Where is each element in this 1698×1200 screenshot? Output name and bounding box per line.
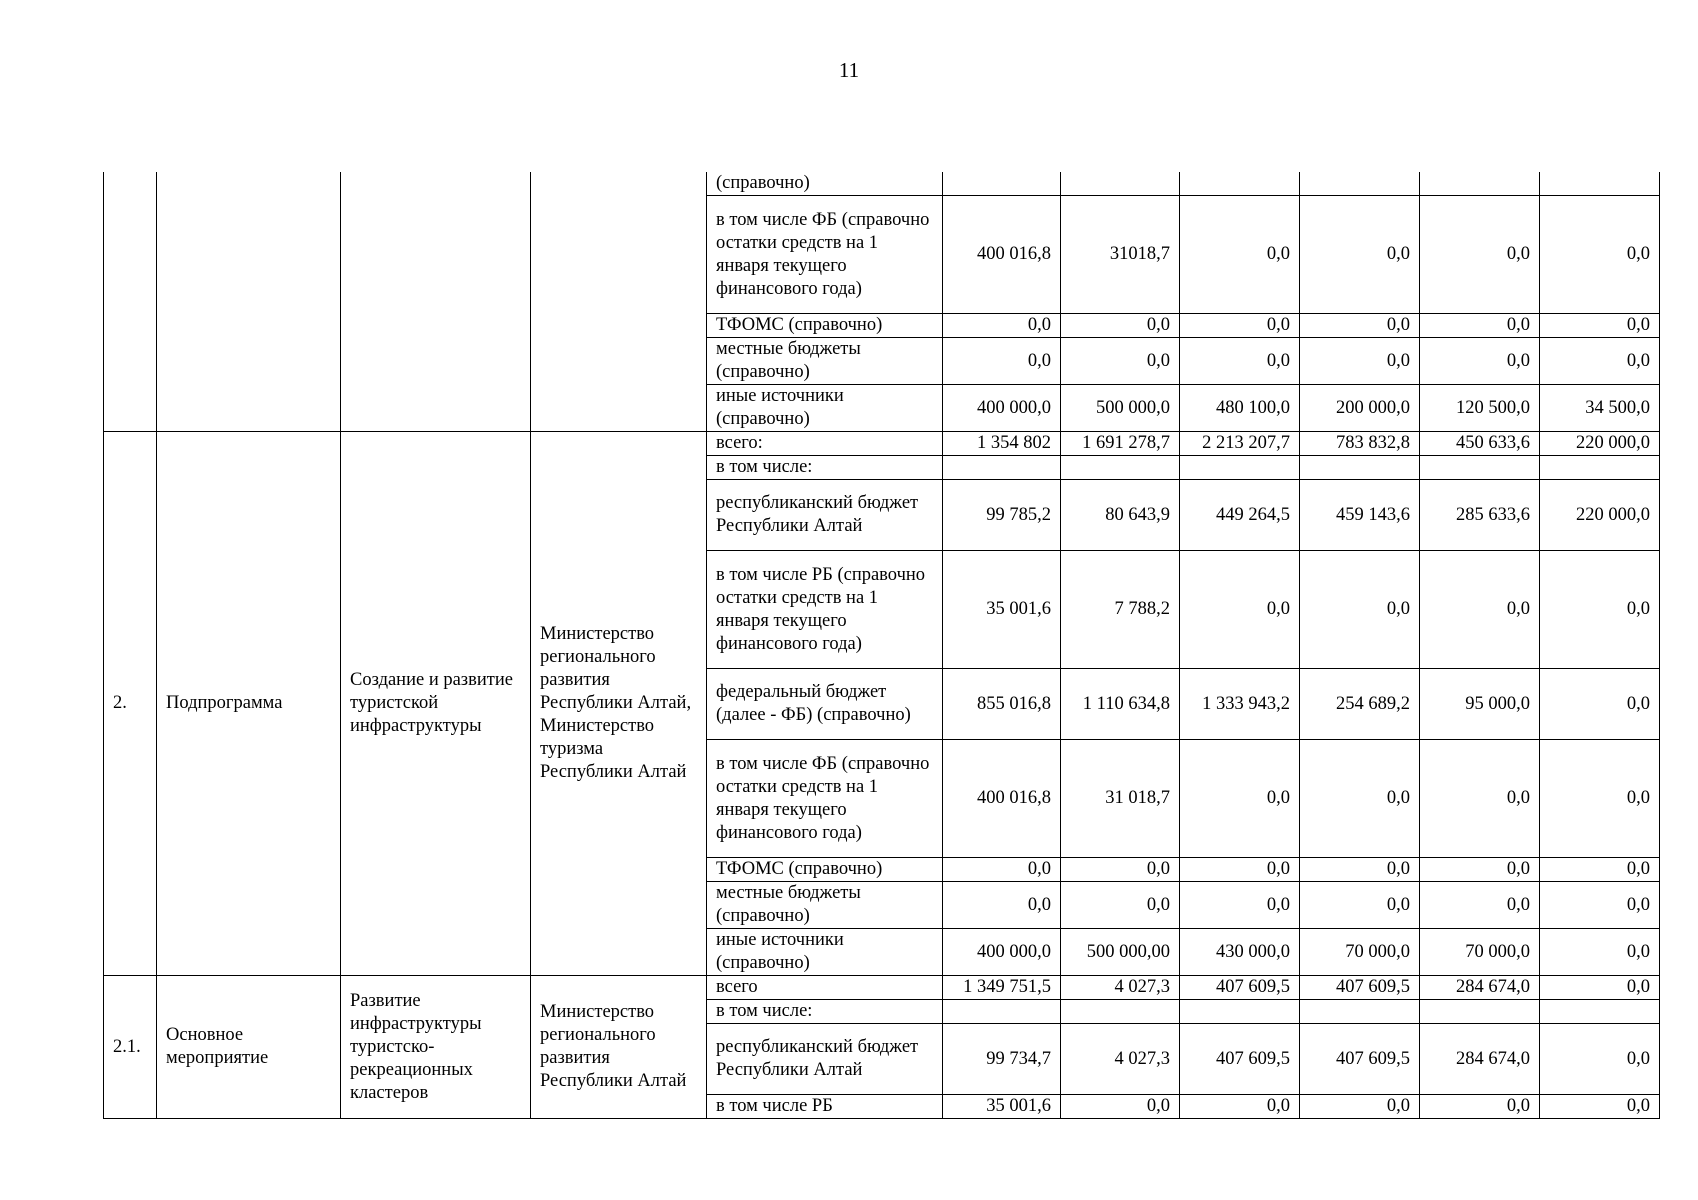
- value-cell: [1540, 172, 1660, 196]
- value-cell: 0,0: [1300, 882, 1420, 929]
- funding-source-cell: местные бюджеты (справочно): [707, 338, 943, 385]
- value-cell: 400 000,0: [943, 385, 1061, 432]
- value-cell: [943, 456, 1061, 480]
- value-cell: 0,0: [1540, 740, 1660, 858]
- funding-source-cell: всего:: [707, 432, 943, 456]
- value-cell: 31 018,7: [1061, 740, 1180, 858]
- value-cell: [1180, 172, 1300, 196]
- budget-table: [103, 172, 1660, 1119]
- value-cell: 0,0: [1420, 551, 1540, 669]
- funding-source-cell: иные источники (справочно): [707, 929, 943, 976]
- value-cell: [1540, 1000, 1660, 1024]
- executor-cell: Министерство регионального развития Республики Алтай, Министерство туризма Республики Алтай: [531, 432, 707, 976]
- table-row: [104, 976, 1660, 1000]
- value-cell: 34 500,0: [1540, 385, 1660, 432]
- value-cell: 99 785,2: [943, 480, 1061, 551]
- value-cell: 0,0: [943, 882, 1061, 929]
- row-type-cell: Подпрограмма: [157, 432, 341, 976]
- value-cell: 220 000,0: [1540, 432, 1660, 456]
- funding-source-cell: федеральный бюджет (далее - ФБ) (справочно): [707, 669, 943, 740]
- value-cell: 0,0: [1061, 882, 1180, 929]
- value-cell: [1420, 456, 1540, 480]
- row-number-cell: 2.1.: [104, 976, 157, 1119]
- program-name-cell: [341, 172, 531, 432]
- value-cell: 0,0: [1540, 976, 1660, 1000]
- value-cell: 407 609,5: [1180, 976, 1300, 1000]
- value-cell: 783 832,8: [1300, 432, 1420, 456]
- value-cell: 2 213 207,7: [1180, 432, 1300, 456]
- value-cell: 0,0: [1420, 882, 1540, 929]
- value-cell: [1300, 1000, 1420, 1024]
- funding-source-cell: иные источники (справочно): [707, 385, 943, 432]
- value-cell: 99 734,7: [943, 1024, 1061, 1095]
- value-cell: [1300, 172, 1420, 196]
- funding-source-cell: в том числе:: [707, 456, 943, 480]
- value-cell: 0,0: [1420, 740, 1540, 858]
- program-name-cell: Создание и развитие туристской инфраструктуры: [341, 432, 531, 976]
- value-cell: [1420, 1000, 1540, 1024]
- value-cell: 35 001,6: [943, 1095, 1061, 1119]
- value-cell: 284 674,0: [1420, 976, 1540, 1000]
- program-name-cell: Развитие инфраструктуры туристско-рекреационных кластеров: [341, 976, 531, 1119]
- value-cell: 0,0: [1300, 338, 1420, 385]
- value-cell: 0,0: [1540, 551, 1660, 669]
- value-cell: [1540, 456, 1660, 480]
- funding-source-cell: в том числе ФБ (справочно остатки средств на 1 января текущего финансового года): [707, 196, 943, 314]
- value-cell: 0,0: [1180, 314, 1300, 338]
- row-number-cell: [104, 172, 157, 432]
- value-cell: [1180, 1000, 1300, 1024]
- value-cell: 120 500,0: [1420, 385, 1540, 432]
- funding-source-cell: в том числе РБ: [707, 1095, 943, 1119]
- value-cell: 0,0: [1180, 1095, 1300, 1119]
- value-cell: 0,0: [1300, 1095, 1420, 1119]
- row-type-cell: [157, 172, 341, 432]
- value-cell: 0,0: [943, 314, 1061, 338]
- value-cell: 0,0: [943, 858, 1061, 882]
- value-cell: 0,0: [1420, 1095, 1540, 1119]
- value-cell: [943, 172, 1061, 196]
- value-cell: 0,0: [1061, 858, 1180, 882]
- value-cell: [1180, 456, 1300, 480]
- value-cell: 254 689,2: [1300, 669, 1420, 740]
- value-cell: 1 333 943,2: [1180, 669, 1300, 740]
- value-cell: 70 000,0: [1420, 929, 1540, 976]
- value-cell: 407 609,5: [1300, 1024, 1420, 1095]
- value-cell: 0,0: [1540, 858, 1660, 882]
- value-cell: 0,0: [1540, 882, 1660, 929]
- value-cell: 0,0: [1061, 1095, 1180, 1119]
- value-cell: 0,0: [1540, 1095, 1660, 1119]
- row-number-cell: 2.: [104, 432, 157, 976]
- funding-source-cell: ТФОМС (справочно): [707, 858, 943, 882]
- section-main-activity-2-1: [104, 976, 1660, 1119]
- value-cell: 0,0: [1180, 551, 1300, 669]
- funding-source-cell: в том числе ФБ (справочно остатки средств на 1 января текущего финансового года): [707, 740, 943, 858]
- value-cell: 0,0: [1300, 858, 1420, 882]
- value-cell: 0,0: [1420, 338, 1540, 385]
- value-cell: 0,0: [1180, 196, 1300, 314]
- value-cell: 0,0: [1180, 882, 1300, 929]
- funding-source-cell: всего: [707, 976, 943, 1000]
- value-cell: [1061, 172, 1180, 196]
- value-cell: [1420, 172, 1540, 196]
- funding-source-cell: в том числе РБ (справочно остатки средств на 1 января текущего финансового года): [707, 551, 943, 669]
- value-cell: 1 349 751,5: [943, 976, 1061, 1000]
- value-cell: 200 000,0: [1300, 385, 1420, 432]
- value-cell: 7 788,2: [1061, 551, 1180, 669]
- value-cell: 35 001,6: [943, 551, 1061, 669]
- funding-source-cell: в том числе:: [707, 1000, 943, 1024]
- value-cell: 80 643,9: [1061, 480, 1180, 551]
- value-cell: 500 000,00: [1061, 929, 1180, 976]
- row-type-cell: Основное мероприятие: [157, 976, 341, 1119]
- section-previous: [104, 172, 1660, 432]
- value-cell: 0,0: [1061, 314, 1180, 338]
- value-cell: 284 674,0: [1420, 1024, 1540, 1095]
- value-cell: 1 691 278,7: [1061, 432, 1180, 456]
- value-cell: 449 264,5: [1180, 480, 1300, 551]
- value-cell: 220 000,0: [1540, 480, 1660, 551]
- value-cell: 31018,7: [1061, 196, 1180, 314]
- value-cell: 400 000,0: [943, 929, 1061, 976]
- section-subprogram-2: [104, 432, 1660, 976]
- page-number: 11: [838, 58, 860, 82]
- value-cell: 459 143,6: [1300, 480, 1420, 551]
- value-cell: 95 000,0: [1420, 669, 1540, 740]
- value-cell: 0,0: [1061, 338, 1180, 385]
- value-cell: 0,0: [1540, 669, 1660, 740]
- value-cell: 1 110 634,8: [1061, 669, 1180, 740]
- value-cell: 0,0: [1420, 314, 1540, 338]
- value-cell: 4 027,3: [1061, 1024, 1180, 1095]
- value-cell: 4 027,3: [1061, 976, 1180, 1000]
- value-cell: 0,0: [1180, 858, 1300, 882]
- value-cell: 0,0: [1300, 314, 1420, 338]
- funding-source-cell: ТФОМС (справочно): [707, 314, 943, 338]
- value-cell: [1061, 456, 1180, 480]
- table-row: [104, 432, 1660, 456]
- funding-source-cell: (справочно): [707, 172, 943, 196]
- value-cell: 407 609,5: [1300, 976, 1420, 1000]
- funding-source-cell: местные бюджеты (справочно): [707, 882, 943, 929]
- executor-cell: [531, 172, 707, 432]
- value-cell: 0,0: [1540, 929, 1660, 976]
- value-cell: 0,0: [1540, 196, 1660, 314]
- funding-source-cell: республиканский бюджет Республики Алтай: [707, 480, 943, 551]
- value-cell: 0,0: [1540, 314, 1660, 338]
- value-cell: 400 016,8: [943, 196, 1061, 314]
- value-cell: 0,0: [1300, 740, 1420, 858]
- value-cell: 0,0: [943, 338, 1061, 385]
- value-cell: 0,0: [1180, 740, 1300, 858]
- value-cell: 430 000,0: [1180, 929, 1300, 976]
- value-cell: 0,0: [1540, 338, 1660, 385]
- value-cell: 70 000,0: [1300, 929, 1420, 976]
- value-cell: [943, 1000, 1061, 1024]
- value-cell: 285 633,6: [1420, 480, 1540, 551]
- value-cell: 400 016,8: [943, 740, 1061, 858]
- table-row: [104, 172, 1660, 196]
- value-cell: 1 354 802: [943, 432, 1061, 456]
- value-cell: 0,0: [1180, 338, 1300, 385]
- value-cell: 0,0: [1420, 858, 1540, 882]
- executor-cell: Министерство регионального развития Республики Алтай: [531, 976, 707, 1119]
- value-cell: [1061, 1000, 1180, 1024]
- value-cell: 0,0: [1300, 196, 1420, 314]
- value-cell: 500 000,0: [1061, 385, 1180, 432]
- value-cell: 450 633,6: [1420, 432, 1540, 456]
- value-cell: 855 016,8: [943, 669, 1061, 740]
- value-cell: 480 100,0: [1180, 385, 1300, 432]
- value-cell: 0,0: [1540, 1024, 1660, 1095]
- value-cell: [1300, 456, 1420, 480]
- funding-source-cell: республиканский бюджет Республики Алтай: [707, 1024, 943, 1095]
- value-cell: 407 609,5: [1180, 1024, 1300, 1095]
- value-cell: 0,0: [1420, 196, 1540, 314]
- value-cell: 0,0: [1300, 551, 1420, 669]
